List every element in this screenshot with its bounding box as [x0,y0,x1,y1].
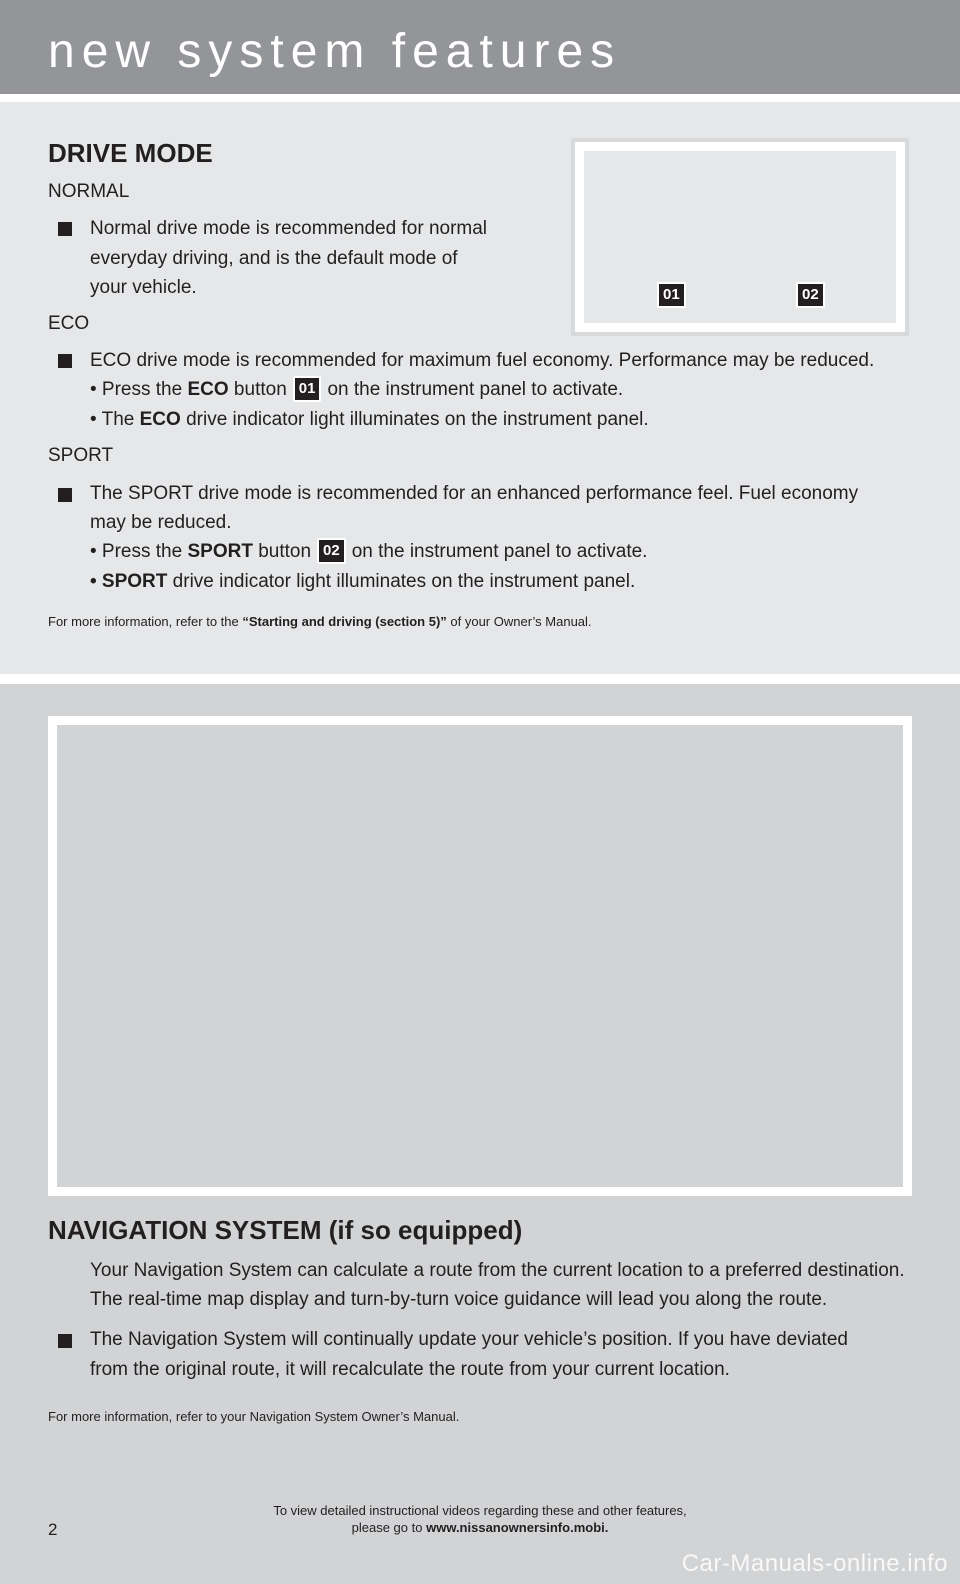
navigation-heading: NAVIGATION SYSTEM (if so equipped) [48,1215,523,1245]
drive-mode-heading: DRIVE MODE [48,138,213,168]
bullet-square-icon [58,222,72,236]
normal-label: NORMAL [48,181,130,202]
image-callout-02: 02 [796,282,825,308]
sport-sub-press-prefix: • Press the [90,541,188,562]
eco-sub-press [90,375,623,404]
drive-mode-buttons-image [575,142,905,332]
eco-sub-indicator-suffix: drive indicator light illuminates on the instrument panel. [180,409,649,430]
navigation-intro-line-1: Your Navigation System can calculate a route from the current location to a preferred destination. [90,1260,905,1281]
eco-sub-press-prefix: • Press the [90,379,188,400]
eco-button-name: ECO [187,379,229,400]
normal-bullet-line-2: everyday driving, and is the default mode of [90,248,458,269]
more-info-suffix: of your Owner’s Manual. [446,614,592,629]
footer-note-prefix: please go to [351,1520,427,1535]
eco-sub-indicator-prefix: • The [90,409,140,430]
callout-badge-02: 02 [317,538,346,564]
navigation-bullet-line-1: The Navigation System will continually update your vehicle’s position. If you have deviated [90,1329,848,1350]
page-number: 2 [48,1520,58,1539]
sport-sub-press-mid: button [252,541,312,562]
more-info-prefix: For more information, refer to the [48,614,243,629]
page-title: new system features [48,25,622,78]
eco-sub-press-suffix: on the instrument panel to activate. [327,379,624,400]
sport-sub-press [90,537,647,566]
eco-sub-indicator [90,405,649,434]
image-callout-01: 01 [657,282,686,308]
header-bar [0,0,960,94]
eco-label: ECO [48,313,90,334]
sport-button-name: SPORT [187,541,253,562]
sport-bullet-line-1: The SPORT drive mode is recommended for an enhanced performance feel. Fuel economy [90,483,859,504]
header-divider [0,94,960,102]
navigation-intro-line-2: The real-time map display and turn-by-turn voice guidance will lead you along the route. [90,1289,828,1310]
navigation-more-info: For more information, refer to your Navigation System Owner’s Manual. [48,1409,460,1424]
navigation-bullet-line-2: from the original route, it will recalculate the route from your current location. [90,1359,730,1380]
footer-note [230,1502,730,1536]
sport-indicator-name: • SPORT [90,571,168,592]
footer-note-line-1: To view detailed instructional videos regarding these and other features, [273,1503,687,1518]
eco-sub-press-mid: button [228,379,287,400]
footer-note-line-2 [230,1519,730,1536]
navigation-map-image [48,716,912,1196]
normal-bullet-line-1: Normal drive mode is recommended for normal [90,218,488,239]
footer-website-link[interactable]: www.nissanownersinfo.mobi. [426,1520,609,1535]
watermark: Car-Manuals-online.info [681,1550,948,1577]
sport-bullet-line-2: may be reduced. [90,512,232,533]
bullet-square-icon [58,1334,72,1348]
callout-badge-01: 01 [293,376,322,402]
eco-bullet: ECO drive mode is recommended for maximum fuel economy. Performance may be reduced. [90,350,875,371]
sport-sub-press-suffix: on the instrument panel to activate. [351,541,648,562]
normal-bullet-line-3: your vehicle. [90,277,197,298]
bullet-square-icon [58,488,72,502]
bullet-square-icon [58,354,72,368]
sport-label: SPORT [48,445,114,466]
panel-divider [0,674,960,684]
sport-sub-indicator-suffix: drive indicator light illuminates on the instrument panel. [167,571,636,592]
sport-sub-indicator [90,567,635,596]
drive-mode-more-info [48,614,592,629]
eco-indicator-name: ECO [139,409,181,430]
more-info-section-ref: “Starting and driving (section 5)” [242,614,447,629]
